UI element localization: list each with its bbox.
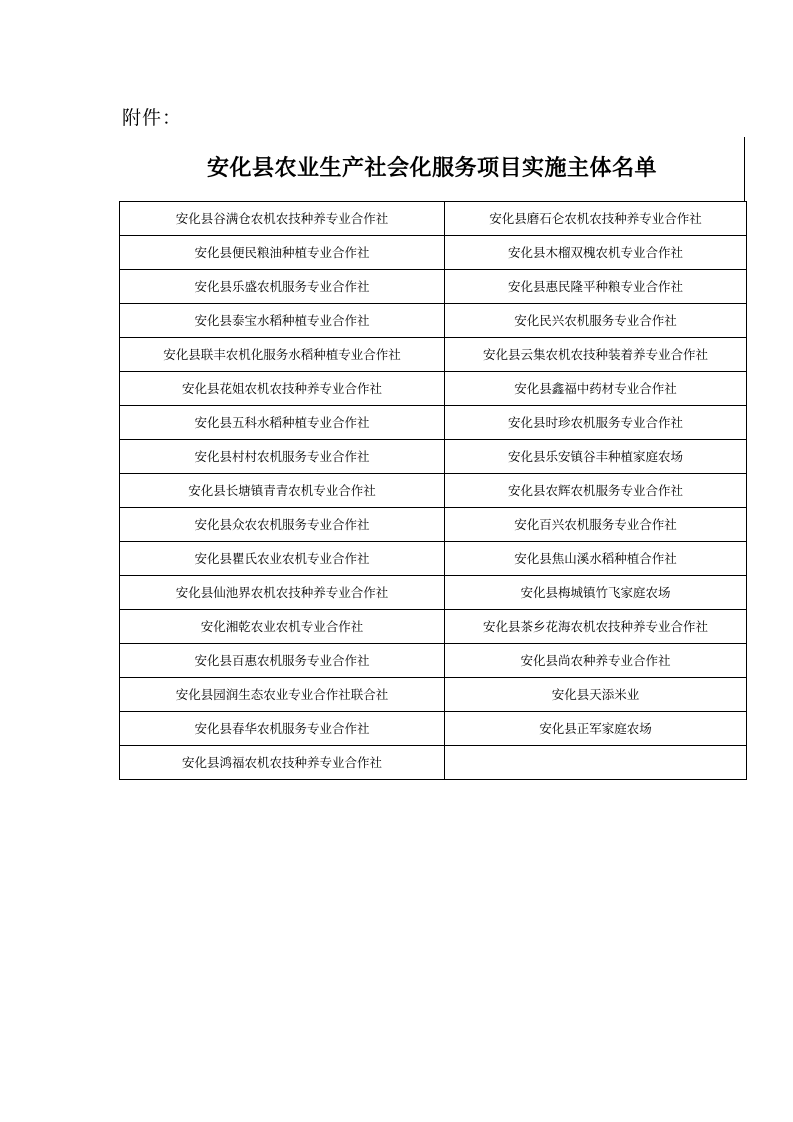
- table-row: [120, 474, 747, 508]
- table-cell-right: 安化县乐安镇谷丰种植家庭农场: [445, 440, 747, 474]
- table-row: [120, 304, 747, 338]
- table-row: [120, 644, 747, 678]
- table-cell-left: 安化县瞿氏农业农机专业合作社: [120, 542, 445, 576]
- table-row: [120, 678, 747, 712]
- table-cell-right: 安化民兴农机服务专业合作社: [445, 304, 747, 338]
- table-cell-right: 安化县焦山溪水稻种植合作社: [445, 542, 747, 576]
- table-cell-right: 安化县农辉农机服务专业合作社: [445, 474, 747, 508]
- title-cell: [120, 137, 745, 201]
- table-cell-left: 安化县村村农机服务专业合作社: [120, 440, 445, 474]
- table-cell-left: 安化县五科水稻种植专业合作社: [120, 406, 445, 440]
- attachment-label: 附件：: [122, 107, 183, 129]
- table-cell-right: [445, 746, 747, 780]
- table-cell-left: 安化县联丰农机化服务水稻种植专业合作社: [120, 338, 445, 372]
- table-cell-right: 安化县惠民隆平种粮专业合作社: [445, 270, 747, 304]
- table-row: [120, 236, 747, 270]
- table-row: [120, 270, 747, 304]
- entity-table-body: [120, 202, 747, 780]
- table-cell-left: 安化县长塘镇青青农机专业合作社: [120, 474, 445, 508]
- table-row: [120, 202, 747, 236]
- table-row: [120, 610, 747, 644]
- page-title: 安化县农业生产社会化服务项目实施主体名单: [206, 156, 657, 181]
- table-cell-left: 安化县百惠农机服务专业合作社: [120, 644, 445, 678]
- table-cell-left: 安化县众农农机服务专业合作社: [120, 508, 445, 542]
- table-row: [120, 576, 747, 610]
- entity-table: [119, 201, 747, 780]
- table-row: [120, 406, 747, 440]
- table-cell-left: 安化县谷满仓农机农技种养专业合作社: [120, 202, 445, 236]
- table-row: [120, 542, 747, 576]
- table-cell-right: 安化县茶乡花海农机农技种养专业合作社: [445, 610, 747, 644]
- table-cell-right: 安化县磨石仑农机农技种养专业合作社: [445, 202, 747, 236]
- table-row: [120, 440, 747, 474]
- table-row: [120, 338, 747, 372]
- table-cell-right: 安化县时珍农机服务专业合作社: [445, 406, 747, 440]
- table-row: [120, 746, 747, 780]
- table-row: [120, 372, 747, 406]
- table-cell-right: 安化县天添米业: [445, 678, 747, 712]
- table-cell-left: 安化县便民粮油种植专业合作社: [120, 236, 445, 270]
- table-cell-left: 安化县泰宝水稻种植专业合作社: [120, 304, 445, 338]
- table-row: [120, 508, 747, 542]
- table-row: [120, 712, 747, 746]
- table-cell-left: 安化县春华农机服务专业合作社: [120, 712, 445, 746]
- table-cell-right: 安化县木榴双槐农机专业合作社: [445, 236, 747, 270]
- table-cell-left: 安化县园润生态农业专业合作社联合社: [120, 678, 445, 712]
- table-cell-right: 安化县梅城镇竹飞家庭农场: [445, 576, 747, 610]
- table-cell-right: 安化县正军家庭农场: [445, 712, 747, 746]
- table-cell-right: 安化百兴农机服务专业合作社: [445, 508, 747, 542]
- table-cell-right: 安化县云集农机农技种装着养专业合作社: [445, 338, 747, 372]
- table-cell-left: 安化县花姐农机农技种养专业合作社: [120, 372, 445, 406]
- table-cell-left: 安化湘乾农业农机专业合作社: [120, 610, 445, 644]
- table-cell-right: 安化县鑫福中药材专业合作社: [445, 372, 747, 406]
- table-cell-left: 安化县仙池界农机农技种养专业合作社: [120, 576, 445, 610]
- table-cell-left: 安化县乐盛农机服务专业合作社: [120, 270, 445, 304]
- table-cell-left: 安化县鸿福农机农技种养专业合作社: [120, 746, 445, 780]
- table-cell-right: 安化县尚农种养专业合作社: [445, 644, 747, 678]
